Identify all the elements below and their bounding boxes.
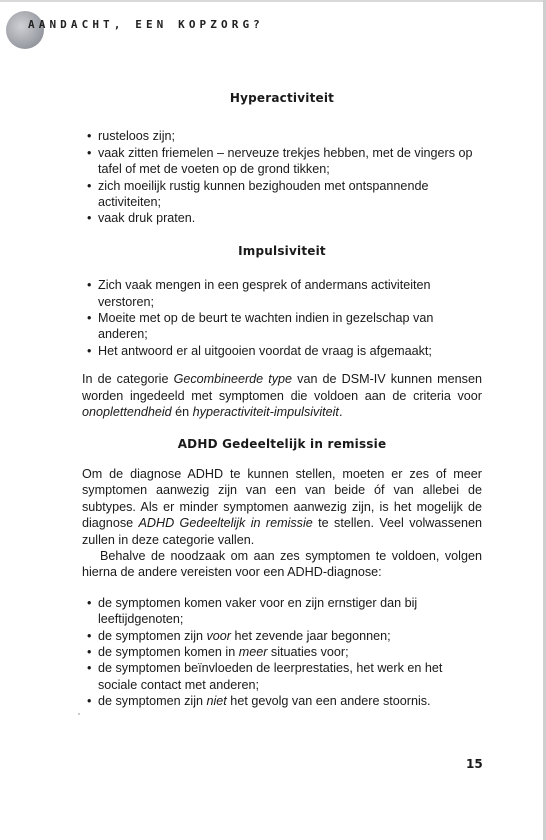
text-run: In de categorie bbox=[82, 372, 174, 387]
text-run: de symptomen beïnvloeden de leerprestaties, het werk en het sociale contact met anderen; bbox=[98, 661, 443, 692]
paper-speck bbox=[78, 713, 80, 715]
paragraph-gecombineerd bbox=[82, 371, 482, 420]
list-vereisten bbox=[82, 595, 482, 710]
emphasis: hyperactiviteit-impulsiviteit bbox=[192, 405, 339, 420]
emphasis: niet bbox=[206, 694, 227, 709]
text-run: van de DSM-IV kunnen mensen worden ingedeeld met symptomen die voldoen aan de criteria voor bbox=[82, 372, 482, 403]
page-number: 15 bbox=[466, 757, 483, 771]
running-head: AANDACHT, EEN KOPZORG? bbox=[28, 18, 264, 31]
text-run: Om de diagnose ADHD te kunnen stellen, moeten er zes of meer symptomen aanwezig zijn van een van beide óf van allebei de subtypes. Als er minder symptomen aanwezig zijn, is het mogelijk de diagnose bbox=[82, 466, 482, 531]
heading-impulsiviteit: Impulsiviteit bbox=[238, 243, 326, 258]
emphasis: voor bbox=[206, 628, 231, 643]
list-item bbox=[82, 660, 482, 693]
list-hyperactiviteit bbox=[82, 128, 482, 226]
heading-remissie: ADHD Gedeeltelijk in remissie bbox=[177, 436, 387, 451]
text-run: het gevolg van een andere stoornis. bbox=[226, 694, 431, 709]
list-item: • Zich vaak mengen in een gesprek of andermans activiteiten verstoren; bbox=[82, 277, 482, 310]
emphasis: onoplettendheid bbox=[82, 405, 172, 420]
list-item: • vaak zitten friemelen – nerveuze trekjes hebben, met de vingers op tafel of met de voeten op de grond tikken; bbox=[82, 145, 482, 178]
list-item bbox=[82, 644, 482, 660]
emphasis: ADHD Gedeeltelijk in remissie bbox=[138, 516, 313, 531]
page-body bbox=[82, 90, 482, 710]
paragraph-remissie-1 bbox=[82, 466, 482, 548]
list-item bbox=[82, 628, 482, 644]
list-item: • rusteloos zijn; bbox=[82, 128, 482, 144]
text-run: te stellen. Veel volwassenen zullen in deze categorie vallen. bbox=[82, 516, 483, 547]
list-item bbox=[82, 595, 482, 628]
emphasis: Gecombineerde type bbox=[173, 372, 293, 387]
list-item: • Moeite met op de beurt te wachten indien in gezelschap van anderen; bbox=[82, 310, 482, 343]
text-run: het zevende jaar begonnen; bbox=[231, 628, 391, 643]
heading-hyperactiviteit: Hyperactiviteit bbox=[229, 91, 335, 105]
top-edge bbox=[0, 0, 546, 2]
text-run: én bbox=[171, 405, 193, 420]
list-item: • vaak druk praten. bbox=[82, 210, 482, 226]
list-item: • zich moeilijk rustig kunnen bezighouden met ontspannende activiteiten; bbox=[82, 178, 482, 211]
text-run: de symptomen zijn bbox=[98, 694, 207, 709]
text-run: de symptomen komen in bbox=[98, 644, 239, 659]
text-run: . bbox=[338, 405, 343, 420]
list-item bbox=[82, 693, 482, 709]
text-run: situaties voor; bbox=[267, 644, 349, 659]
list-impulsiviteit bbox=[82, 277, 482, 359]
emphasis: meer bbox=[238, 644, 268, 659]
text-run: de symptomen zijn bbox=[98, 628, 207, 643]
list-item: • Het antwoord er al uitgooien voordat de vraag is afgemaakt; bbox=[82, 343, 482, 359]
text-run: de symptomen komen vaker voor en zijn ernstiger dan bij leeftijdgenoten; bbox=[98, 595, 418, 627]
paragraph-remissie-2: Behalve de noodzaak om aan zes symptomen te voldoen, volgen hierna de andere vereisten voor een ADHD-diagnose: bbox=[82, 548, 482, 580]
